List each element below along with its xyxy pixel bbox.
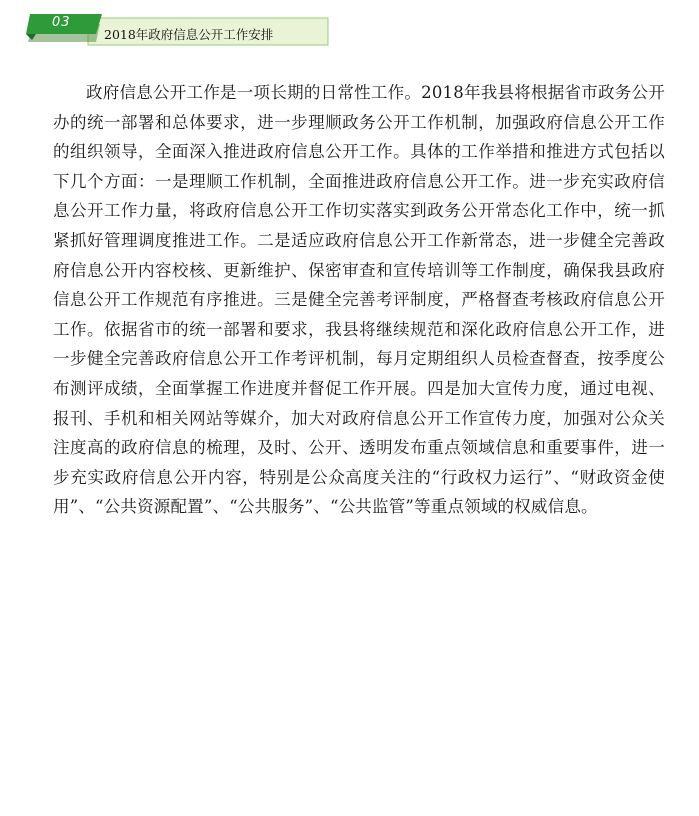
section-header: [26, 10, 330, 50]
body-paragraph: 政府信息公开工作是一项长期的日常性工作。2018年我县将根据省市政务公开办的统一部署和总体要求，进一步理顺政务公开工作机制，加强政府信息公开工作的组织领导，全面深入推进政府信息公开工作。具体的工作举措和推进方式包括以下几个方面：一是理顺工作机制，全面推进政府信息公开工作。进一步充实政府信息公开工作力量，将政府信息公开工作切实落实到政务公开常态化工作中，统一抓紧抓好管理调度推进工作。二是适应政府信息公开工作新常态，进一步健全完善政府信息公开内容校核、更新维护、保密审查和宣传培训等工作制度，确保我县政府信息公开工作规范有序推进。三是健全完善考评制度，严格督查考核政府信息公开工作。依据省市的统一部署和要求，我县将继续规范和深化政府信息公开工作，进一步健全完善政府信息公开工作考评机制，每月定期组织人员检查督查，按季度公布测评成绩，全面掌握工作进度并督促工作开展。四是加大宣传力度，通过电视、报刊、手机和相关网站等媒介，加大对政府信息公开工作宣传力度，加强对公众关注度高的政府信息的梳理，及时、公开、透明发布重点领域信息和重要事件，进一步充实政府信息公开内容，特别是公众高度关注的“行政权力运行”、“财政资金使用”、“公共资源配置”、“公共服务”、“公共监管”等重点领域的权威信息。: [53, 83, 665, 517]
section-title: 2018年政府信息公开工作安排: [104, 27, 274, 42]
section-number: 03: [52, 15, 71, 30]
